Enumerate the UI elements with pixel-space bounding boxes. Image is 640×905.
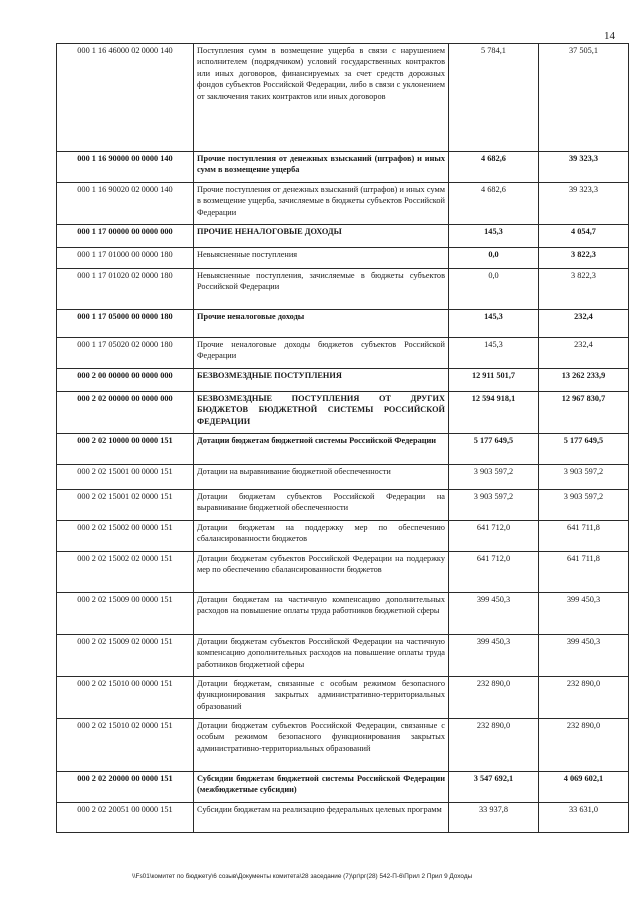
revenue-name-cell: Невыясненные поступления xyxy=(194,248,449,269)
value-column-2-cell: 5 177 649,5 xyxy=(539,434,629,465)
revenue-name-cell: Дотации бюджетам на поддержку мер по обеспечению сбалансированности бюджетов xyxy=(194,521,449,552)
budget-code-cell: 000 2 02 15009 00 0000 151 xyxy=(57,593,194,635)
value-column-1-cell: 5 177 649,5 xyxy=(449,434,539,465)
value-column-1-cell: 0,0 xyxy=(449,248,539,269)
value-column-1-cell: 641 712,0 xyxy=(449,552,539,593)
table-row xyxy=(57,677,629,719)
revenue-name-cell: Дотации бюджетам субъектов Российской Федерации на выравнивание бюджетной обеспеченности xyxy=(194,490,449,521)
budget-code-cell: 000 2 02 00000 00 0000 000 xyxy=(57,392,194,434)
file-path-footer: \\Fs01\комитет по бюджету\6 созыв\Документы комитета\28 заседание (7)\рг\рг(28) 542-П-6\Прил 2 Прил 9 Доходы xyxy=(132,873,473,880)
table-row xyxy=(57,248,629,269)
table-row xyxy=(57,434,629,465)
budget-code-cell: 000 2 02 15010 00 0000 151 xyxy=(57,677,194,719)
value-column-2-cell: 4 054,7 xyxy=(539,225,629,248)
value-column-2-cell: 641 711,8 xyxy=(539,521,629,552)
value-column-1-cell: 232 890,0 xyxy=(449,677,539,719)
table-body xyxy=(57,44,629,833)
budget-code-cell: 000 1 16 90000 00 0000 140 xyxy=(57,152,194,183)
value-column-1-cell: 145,3 xyxy=(449,338,539,369)
revenue-name-cell: Прочие поступления от денежных взысканий (штрафов) и иных сумм в возмещение ущерба, зачисляемые в бюджеты субъектов Российской Федерации xyxy=(194,183,449,225)
value-column-2-cell: 37 505,1 xyxy=(539,44,629,152)
table-row xyxy=(57,310,629,338)
table-row xyxy=(57,490,629,521)
revenue-name-cell: Невыясненные поступления, зачисляемые в бюджеты субъектов Российской Федерации xyxy=(194,269,449,310)
table-row xyxy=(57,593,629,635)
budget-code-cell: 000 2 02 15002 02 0000 151 xyxy=(57,552,194,593)
value-column-1-cell: 12 594 918,1 xyxy=(449,392,539,434)
value-column-2-cell: 232 890,0 xyxy=(539,677,629,719)
value-column-1-cell: 3 903 597,2 xyxy=(449,490,539,521)
value-column-2-cell: 39 323,3 xyxy=(539,183,629,225)
budget-code-cell: 000 2 02 15010 02 0000 151 xyxy=(57,719,194,772)
budget-code-cell: 000 2 00 00000 00 0000 000 xyxy=(57,369,194,392)
table-row xyxy=(57,552,629,593)
budget-code-cell: 000 1 17 05000 00 0000 180 xyxy=(57,310,194,338)
value-column-2-cell: 399 450,3 xyxy=(539,635,629,677)
budget-code-cell: 000 2 02 15002 00 0000 151 xyxy=(57,521,194,552)
value-column-2-cell: 39 323,3 xyxy=(539,152,629,183)
value-column-2-cell: 12 967 830,7 xyxy=(539,392,629,434)
value-column-2-cell: 3 903 597,2 xyxy=(539,465,629,490)
budget-code-cell: 000 2 02 20051 00 0000 151 xyxy=(57,803,194,833)
budget-code-cell: 000 1 16 90020 02 0000 140 xyxy=(57,183,194,225)
value-column-2-cell: 399 450,3 xyxy=(539,593,629,635)
budget-code-cell: 000 1 17 01020 02 0000 180 xyxy=(57,269,194,310)
table-row xyxy=(57,521,629,552)
value-column-2-cell: 232 890,0 xyxy=(539,719,629,772)
revenue-name-cell: ПРОЧИЕ НЕНАЛОГОВЫЕ ДОХОДЫ xyxy=(194,225,449,248)
budget-code-cell: 000 1 17 05020 02 0000 180 xyxy=(57,338,194,369)
revenue-name-cell: Дотации бюджетам на частичную компенсацию дополнительных расходов на повышение оплаты труда работников бюджетной сферы xyxy=(194,593,449,635)
revenue-name-cell: Дотации бюджетам субъектов Российской Федерации на частичную компенсацию дополнительных расходов на повышение оплаты труда работников бюджетной сферы xyxy=(194,635,449,677)
value-column-1-cell: 33 937,8 xyxy=(449,803,539,833)
value-column-2-cell: 4 069 602,1 xyxy=(539,772,629,803)
value-column-1-cell: 641 712,0 xyxy=(449,521,539,552)
revenue-name-cell: Прочие неналоговые доходы xyxy=(194,310,449,338)
revenue-name-cell: Поступления сумм в возмещение ущерба в связи с нарушением исполнителем (подрядчиком) условий государственных контрактов или иных договоров, финансируемых за счет средств дорожных фондов субъектов Российской Федерации, либо в связи с уклонением от заключения таких контрактов или иных договоров xyxy=(194,44,449,152)
table-row xyxy=(57,225,629,248)
budget-code-cell: 000 2 02 15009 02 0000 151 xyxy=(57,635,194,677)
revenue-name-cell: Дотации бюджетам, связанные с особым режимом безопасного функционирования закрытых административно-территориальных образований xyxy=(194,677,449,719)
table-row xyxy=(57,44,629,152)
table-row xyxy=(57,465,629,490)
budget-revenue-table xyxy=(56,43,629,833)
table-row xyxy=(57,392,629,434)
table-row xyxy=(57,719,629,772)
revenue-name-cell: Дотации на выравнивание бюджетной обеспеченности xyxy=(194,465,449,490)
value-column-2-cell: 232,4 xyxy=(539,310,629,338)
budget-code-cell: 000 1 17 00000 00 0000 000 xyxy=(57,225,194,248)
value-column-1-cell: 4 682,6 xyxy=(449,183,539,225)
budget-code-cell: 000 2 02 15001 00 0000 151 xyxy=(57,465,194,490)
value-column-1-cell: 5 784,1 xyxy=(449,44,539,152)
table-row xyxy=(57,338,629,369)
table-row xyxy=(57,152,629,183)
value-column-2-cell: 13 262 233,9 xyxy=(539,369,629,392)
table-row xyxy=(57,772,629,803)
budget-code-cell: 000 2 02 20000 00 0000 151 xyxy=(57,772,194,803)
value-column-2-cell: 641 711,8 xyxy=(539,552,629,593)
value-column-1-cell: 145,3 xyxy=(449,225,539,248)
table-row xyxy=(57,183,629,225)
budget-code-cell: 000 1 17 01000 00 0000 180 xyxy=(57,248,194,269)
value-column-1-cell: 4 682,6 xyxy=(449,152,539,183)
value-column-1-cell: 3 903 597,2 xyxy=(449,465,539,490)
value-column-2-cell: 3 822,3 xyxy=(539,269,629,310)
value-column-2-cell: 3 822,3 xyxy=(539,248,629,269)
value-column-2-cell: 33 631,0 xyxy=(539,803,629,833)
revenue-name-cell: Дотации бюджетам бюджетной системы Российской Федерации xyxy=(194,434,449,465)
value-column-2-cell: 3 903 597,2 xyxy=(539,490,629,521)
revenue-name-cell: Субсидии бюджетам на реализацию федеральных целевых программ xyxy=(194,803,449,833)
table-row xyxy=(57,803,629,833)
revenue-name-cell: Дотации бюджетам субъектов Российской Федерации, связанные с особым режимом безопасного функционирования закрытых административно-территориальных образований xyxy=(194,719,449,772)
revenue-name-cell: Субсидии бюджетам бюджетной системы Российской Федерации (межбюджетные субсидии) xyxy=(194,772,449,803)
revenue-name-cell: Дотации бюджетам субъектов Российской Федерации на поддержку мер по обеспечению сбалансированности бюджетов xyxy=(194,552,449,593)
value-column-1-cell: 0,0 xyxy=(449,269,539,310)
value-column-1-cell: 232 890,0 xyxy=(449,719,539,772)
revenue-name-cell: Прочие неналоговые доходы бюджетов субъектов Российской Федерации xyxy=(194,338,449,369)
budget-code-cell: 000 2 02 15001 02 0000 151 xyxy=(57,490,194,521)
revenue-name-cell: БЕЗВОЗМЕЗДНЫЕ ПОСТУПЛЕНИЯ xyxy=(194,369,449,392)
value-column-2-cell: 232,4 xyxy=(539,338,629,369)
value-column-1-cell: 3 547 692,1 xyxy=(449,772,539,803)
value-column-1-cell: 399 450,3 xyxy=(449,635,539,677)
budget-code-cell: 000 1 16 46000 02 0000 140 xyxy=(57,44,194,152)
value-column-1-cell: 399 450,3 xyxy=(449,593,539,635)
table-row xyxy=(57,369,629,392)
table-row xyxy=(57,635,629,677)
value-column-1-cell: 12 911 501,7 xyxy=(449,369,539,392)
revenue-name-cell: БЕЗВОЗМЕЗДНЫЕ ПОСТУПЛЕНИЯ ОТ ДРУГИХ БЮДЖЕТОВ БЮДЖЕТНОЙ СИСТЕМЫ РОССИЙСКОЙ ФЕДЕРАЦИИ xyxy=(194,392,449,434)
budget-code-cell: 000 2 02 10000 00 0000 151 xyxy=(57,434,194,465)
value-column-1-cell: 145,3 xyxy=(449,310,539,338)
page-number: 14 xyxy=(604,30,615,42)
table-row xyxy=(57,269,629,310)
revenue-name-cell: Прочие поступления от денежных взысканий (штрафов) и иных сумм в возмещение ущерба xyxy=(194,152,449,183)
